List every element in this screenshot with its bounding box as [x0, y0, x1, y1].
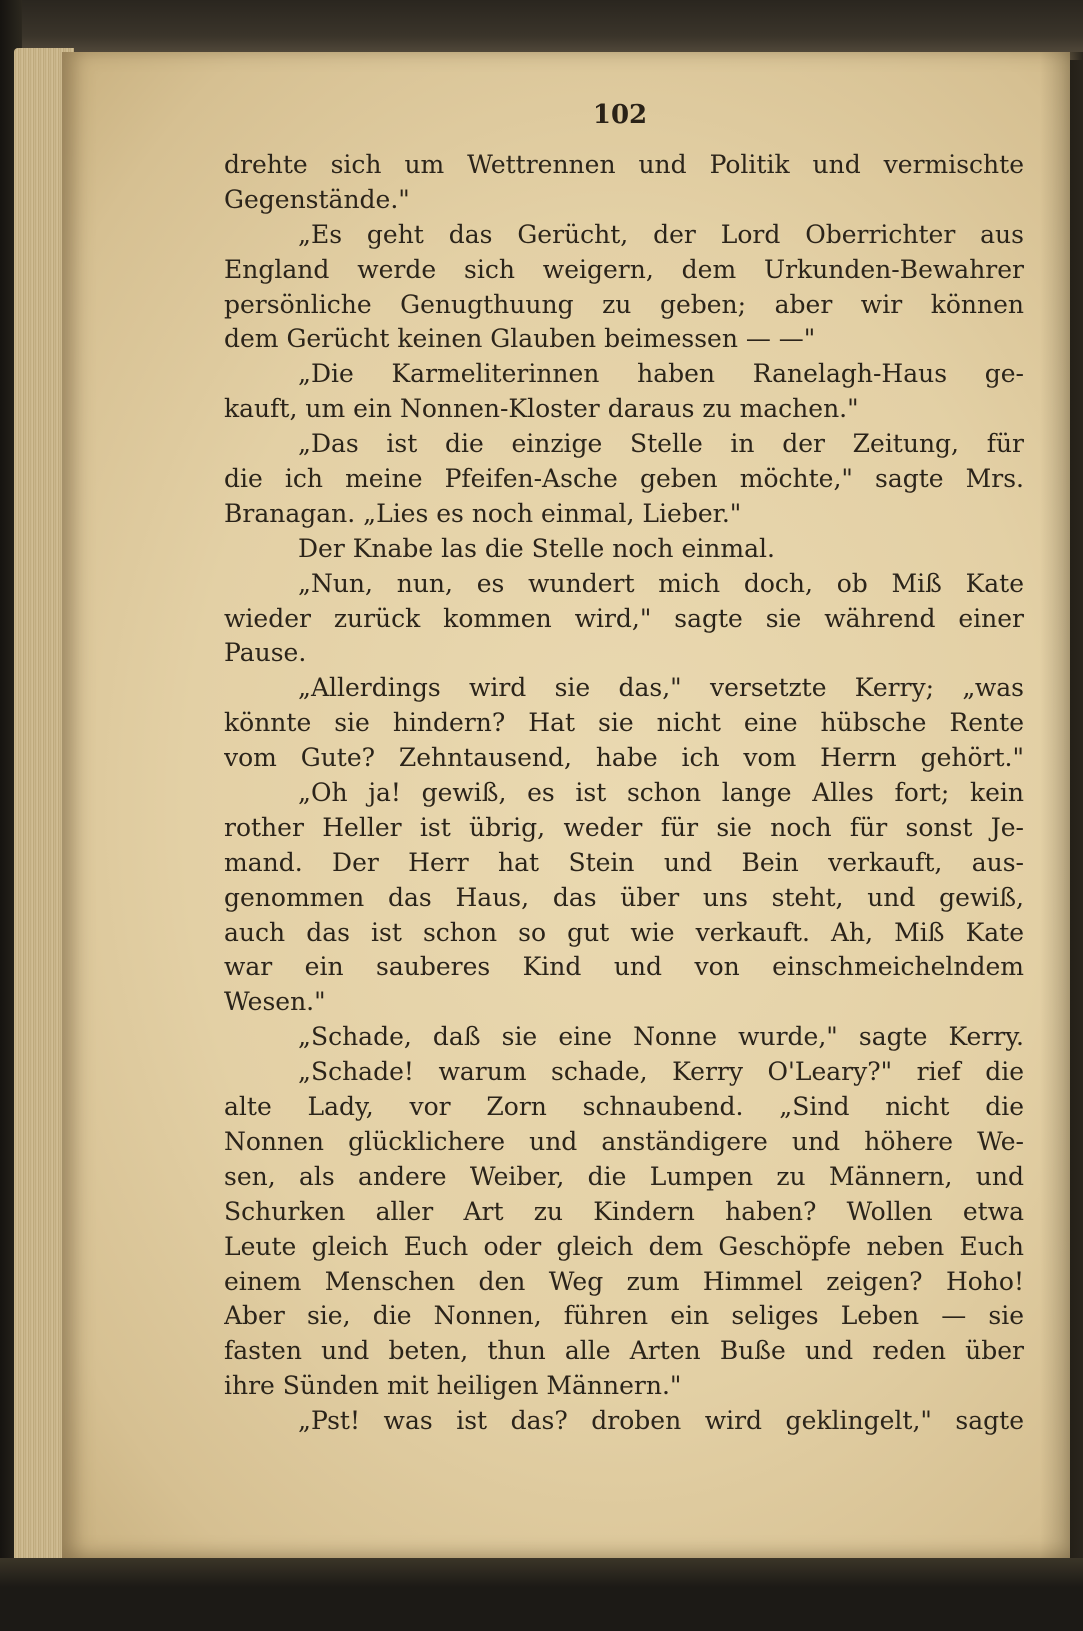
text-line: Pause. — [224, 638, 307, 668]
text-line: genommen das Haus, das über uns steht, und gewiß, — [224, 882, 1024, 912]
text-line: ihre Sünden mit heiligen Männern." — [224, 1371, 682, 1401]
body-text — [224, 148, 1024, 1439]
text-line: „Schade! warum schade, Kerry O'Leary?" rief die — [298, 1057, 1024, 1087]
text-line: Wesen." — [224, 987, 326, 1017]
text-line: Leute gleich Euch oder gleich dem Geschöpfe neben Euch — [224, 1231, 1024, 1261]
text-line: wieder zurück kommen wird," sagte sie während einer — [224, 603, 1024, 633]
text-line: Schurken aller Art zu Kindern haben? Wollen etwa — [224, 1196, 1024, 1226]
text-line: „Nun, nun, es wundert mich doch, ob Miß Kate — [298, 568, 1024, 598]
book-cover-bottom — [0, 1558, 1083, 1631]
text-line: „Die Karmeliterinnen haben Ranelagh-Haus ge- — [298, 359, 1024, 389]
text-line: Nonnen glücklichere und anständigere und höhere We- — [224, 1126, 1024, 1156]
text-line: könnte sie hindern? Hat sie nicht eine hübsche Rente — [224, 708, 1024, 738]
text-line: vom Gute? Zehntausend, habe ich vom Herrn gehört." — [224, 743, 1024, 773]
text-line: fasten und beten, thun alle Arten Buße und reden über — [224, 1336, 1024, 1366]
text-line: mand. Der Herr hat Stein und Bein verkauft, aus- — [224, 847, 1024, 877]
text-line: Der Knabe las die Stelle noch einmal. — [298, 533, 775, 563]
text-line: sen, als andere Weiber, die Lumpen zu Männern, und — [224, 1161, 1024, 1191]
text-line: rother Heller ist übrig, weder für sie noch für sonst Je- — [224, 812, 1024, 842]
page-gutter-shadow — [1040, 52, 1083, 1562]
text-line: drehte sich um Wettrennen und Politik und vermischte — [224, 150, 1024, 179]
text-line: „Allerdings wird sie das," versetzte Kerry; „was — [298, 673, 1024, 703]
text-line: Gegenstände." — [224, 184, 410, 214]
text-line: alte Lady, vor Zorn schnaubend. „Sind nicht die — [224, 1092, 1024, 1122]
text-line: war ein sauberes Kind und von einschmeichelndem — [224, 952, 1024, 982]
text-line: Aber sie, die Nonnen, führen ein seliges Leben — sie — [224, 1301, 1024, 1331]
text-line: „Das ist die einzige Stelle in der Zeitung, für — [298, 429, 1024, 459]
text-line: kauft, um ein Nonnen-Kloster daraus zu machen." — [224, 394, 859, 424]
text-line: auch das ist schon so gut wie verkauft. Ah, Miß Kate — [224, 917, 1024, 947]
page-number: 102 — [592, 100, 648, 130]
text-line: „Pst! was ist das? droben wird geklingelt," sagte — [298, 1406, 1024, 1436]
text-line: Branagan. „Lies es noch einmal, Lieber." — [224, 498, 742, 528]
text-line: dem Gerücht keinen Glauben beimessen — —" — [224, 324, 816, 354]
text-line: persönliche Genugthuung zu geben; aber wir können — [224, 289, 1024, 319]
text-line: die ich meine Pfeifen-Asche geben möchte," sagte Mrs. — [224, 464, 1024, 494]
book-cover-top — [0, 0, 1083, 60]
text-line: „Oh ja! gewiß, es ist schon lange Alles fort; kein — [298, 778, 1024, 808]
text-line: England werde sich weigern, dem Urkunden-Bewahrer — [224, 254, 1024, 284]
text-line: „Schade, daß sie eine Nonne wurde," sagte Kerry. — [298, 1022, 1024, 1052]
text-line: einem Menschen den Weg zum Himmel zeigen? Hoho! — [224, 1266, 1024, 1296]
text-line: „Es geht das Gerücht, der Lord Oberrichter aus — [298, 219, 1024, 249]
